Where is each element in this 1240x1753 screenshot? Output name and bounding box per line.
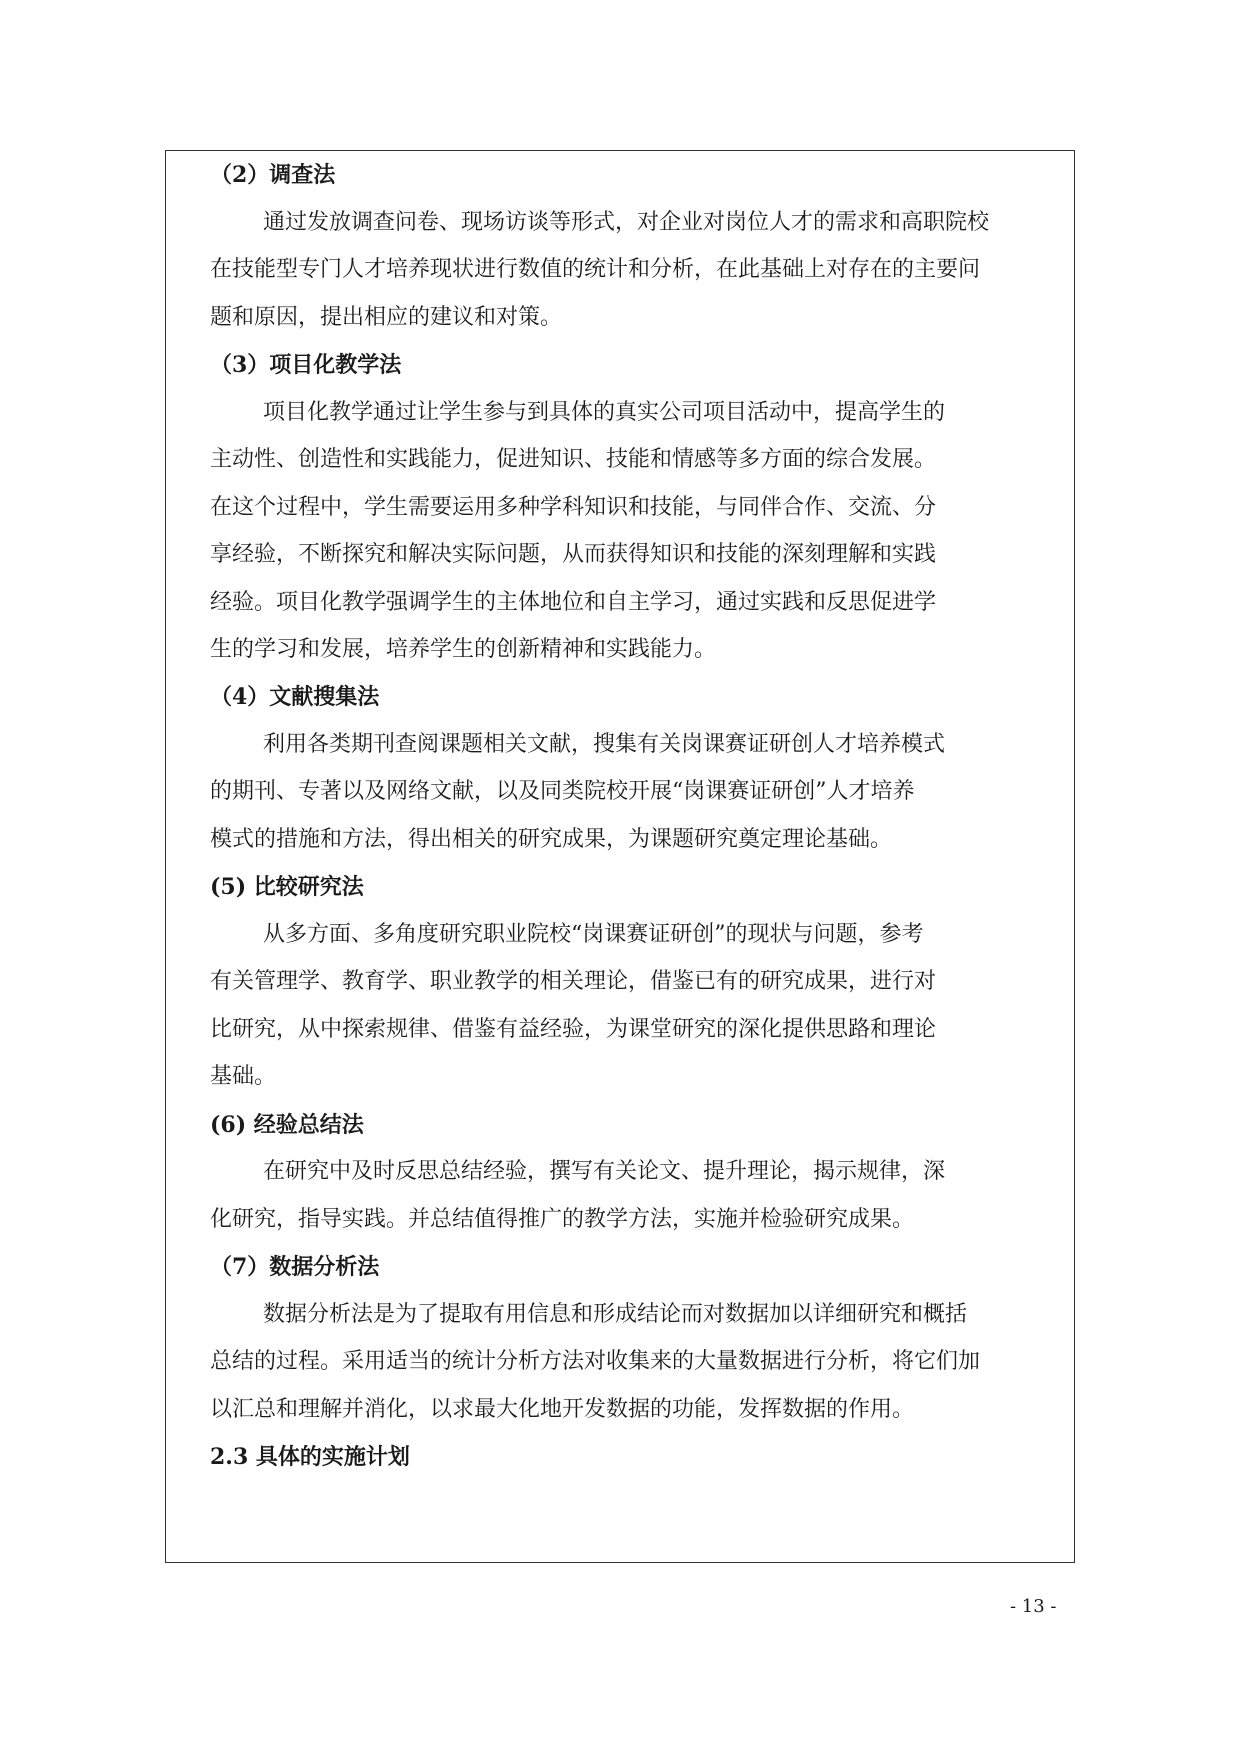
section-heading: （3）项目化教学法 [210,352,402,378]
paragraph-line: 基础。 [210,1064,277,1089]
paragraph-line: 经验。项目化教学强调学生的主体地位和自主学习，通过实践和反思促进学 [210,590,937,615]
section-heading: (5) 比较研究法 [210,874,364,900]
section-heading: （2）调查法 [210,162,336,188]
paragraph-line: 化研究，指导实践。并总结值得推广的教学方法，实施并检验研究成果。 [210,1207,915,1232]
paragraph-line: 总结的过程。采用适当的统计分析方法对收集来的大量数据进行分析，将它们加 [210,1349,981,1374]
paragraph-line: 的期刊、专著以及网络文献，以及同类院校开展“岗课赛证研创”人才培养 [210,779,915,804]
paragraph-line: 在这个过程中，学生需要运用多种学科知识和技能，与同伴合作、交流、分 [210,495,937,520]
paragraph-line: 享经验，不断探究和解决实际问题，从而获得知识和技能的深刻理解和实践 [210,542,937,567]
paragraph-line: 从多方面、多角度研究职业院校“岗课赛证研创”的现状与问题，参考 [263,922,924,947]
paragraph-line: 数据分析法是为了提取有用信息和形成结论而对数据加以详细研究和概括 [263,1302,968,1327]
page-number: - 13 - [1010,1596,1057,1617]
paragraph-line: 在研究中及时反思总结经验，撰写有关论文、提升理论，揭示规律，深 [263,1159,946,1184]
paragraph-line: 在技能型专门人才培养现状进行数值的统计和分析，在此基础上对存在的主要问 [210,257,981,282]
paragraph-line: 有关管理学、教育学、职业教学的相关理论，借鉴已有的研究成果，进行对 [210,969,937,994]
paragraph-line: 模式的措施和方法，得出相关的研究成果，为课题研究奠定理论基础。 [210,827,893,852]
section-heading: （4）文献搜集法 [210,684,380,710]
paragraph-line: 题和原因，提出相应的建议和对策。 [210,305,563,330]
paragraph-line: 比研究，从中探索规律、借鉴有益经验，为课堂研究的深化提供思路和理论 [210,1017,937,1042]
paragraph-line: 以汇总和理解并消化，以求最大化地开发数据的功能，发挥数据的作用。 [210,1397,915,1422]
subsection-heading: 2.3 具体的实施计划 [210,1444,410,1470]
paragraph-line: 主动性、创造性和实践能力，促进知识、技能和情感等多方面的综合发展。 [210,447,937,472]
paragraph-line: 项目化教学通过让学生参与到具体的真实公司项目活动中，提高学生的 [263,400,946,425]
paragraph-line: 利用各类期刊查阅课题相关文献，搜集有关岗课赛证研创人才培养模式 [263,732,946,757]
section-heading: (6) 经验总结法 [210,1112,364,1138]
section-heading: （7）数据分析法 [210,1254,380,1280]
paragraph-line: 通过发放调查问卷、现场访谈等形式，对企业对岗位人才的需求和高职院校 [263,210,990,235]
paragraph-line: 生的学习和发展，培养学生的创新精神和实践能力。 [210,637,717,662]
